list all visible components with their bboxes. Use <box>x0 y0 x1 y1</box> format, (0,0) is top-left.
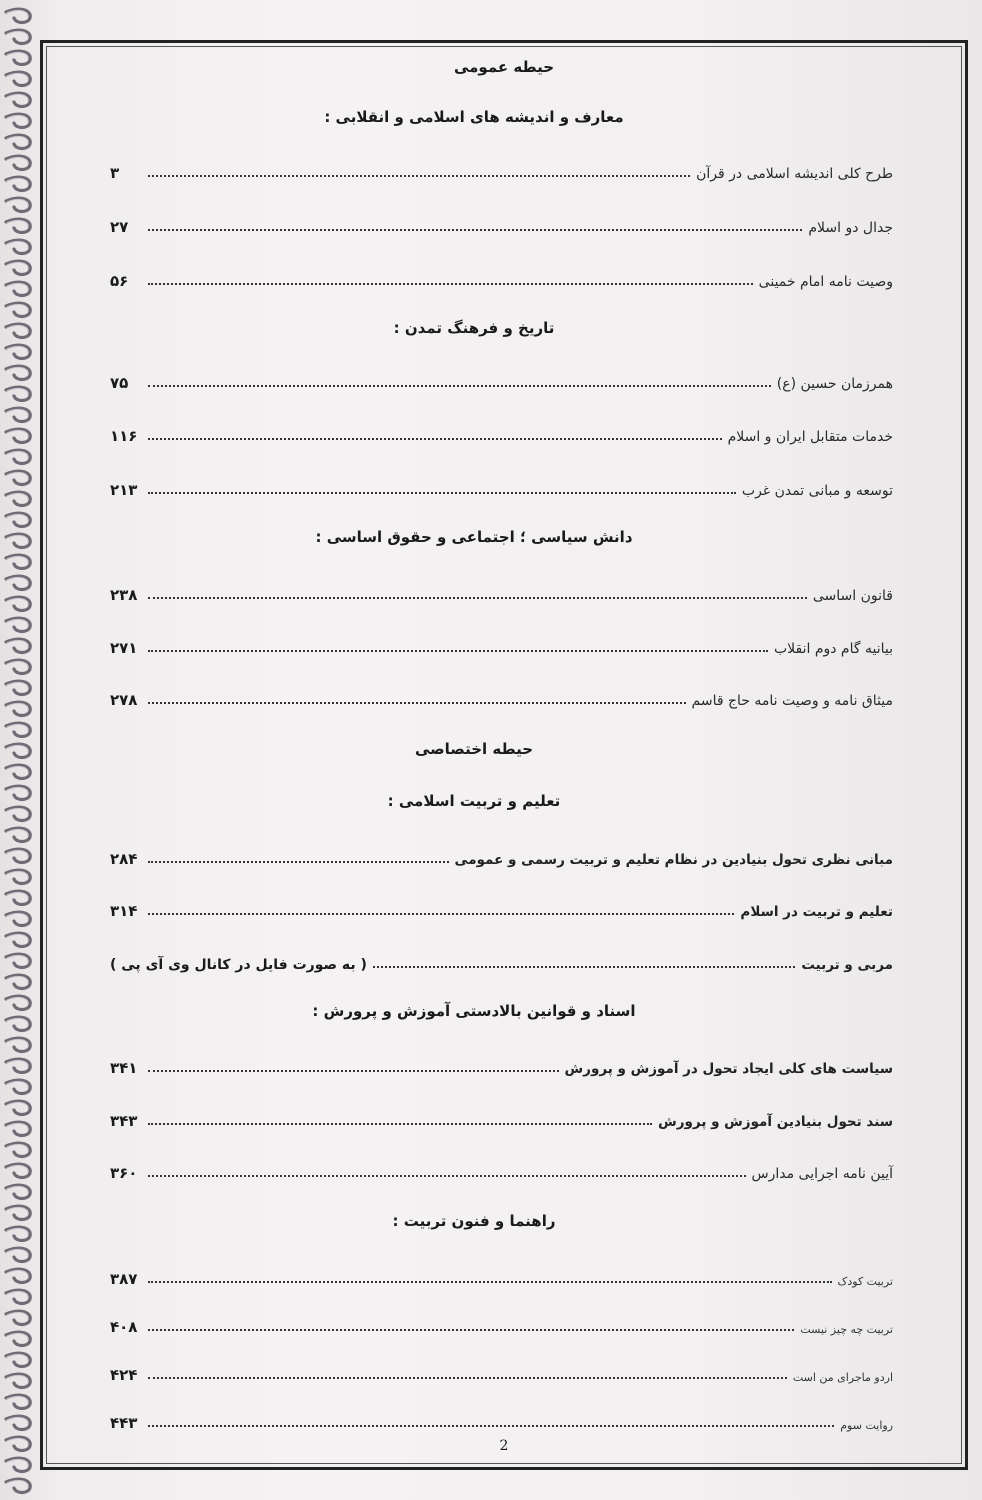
toc-entry <box>110 368 893 392</box>
entry-page: ۳۴۱ <box>110 1059 138 1077</box>
spiral-coil <box>6 1416 30 1429</box>
spiral-coil <box>6 1374 30 1387</box>
entry-title: بیانیه گام دوم انقلاب <box>773 641 893 657</box>
entry-title: مبانی نظری تحول بنیادین در نظام تعلیم و تربیت رسمی و عمومی <box>454 852 893 868</box>
spiral-coil <box>6 912 30 925</box>
spiral-coil <box>6 513 30 526</box>
spiral-coil <box>6 51 30 64</box>
spiral-coil <box>6 975 30 988</box>
spiral-coil <box>6 1143 30 1156</box>
spiral-coil <box>6 618 30 631</box>
spiral-coil <box>6 744 30 757</box>
spiral-coil <box>6 114 30 127</box>
leader-dots <box>148 1281 832 1283</box>
spiral-coil <box>6 429 30 442</box>
leader-dots <box>148 1070 559 1072</box>
spiral-coil <box>6 1437 30 1450</box>
toc-entry <box>110 158 893 182</box>
entry-title: اردو ماجرای من است <box>792 1371 893 1384</box>
spiral-coil <box>6 534 30 547</box>
spiral-coil <box>6 555 30 568</box>
entry-title: خدمات متقابل ایران و اسلام <box>727 429 893 445</box>
entry-page: ۲۱۳ <box>110 481 138 499</box>
spiral-coil <box>6 198 30 211</box>
spiral-coil <box>6 408 30 421</box>
leader-dots <box>148 702 686 704</box>
toc-entry <box>110 1312 893 1336</box>
entry-page: ۳۴۳ <box>110 1112 138 1130</box>
entry-title: میثاق نامه و وصیت نامه حاج قاسم <box>691 693 893 709</box>
toc-entry <box>110 633 893 657</box>
spiral-coil <box>6 1206 30 1219</box>
spiral-coil <box>6 9 30 22</box>
spiral-coil <box>6 93 30 106</box>
spiral-coil <box>6 366 30 379</box>
spiral-coil <box>6 240 30 253</box>
spiral-coil <box>6 471 30 484</box>
spiral-coil <box>6 219 30 232</box>
spiral-coil <box>6 1164 30 1177</box>
spiral-coil <box>6 450 30 463</box>
entry-page: ۷۵ <box>110 374 129 392</box>
entry-title: قانون اساسی <box>812 588 893 604</box>
toc-entry <box>110 475 893 499</box>
spiral-coil <box>6 933 30 946</box>
spiral-coil <box>6 156 30 169</box>
entry-page: ۴۰۸ <box>110 1318 138 1336</box>
spiral-coil <box>6 1080 30 1093</box>
entry-title: وصیت نامه امام خمینی <box>758 274 893 290</box>
leader-dots <box>148 1175 746 1177</box>
leader-dots <box>148 1377 787 1379</box>
spiral-coil <box>6 282 30 295</box>
entry-title: تعلیم و تربیت در اسلام <box>740 904 893 920</box>
entry-title: سیاست های کلی ایجاد تحول در آموزش و پرورش <box>564 1061 893 1077</box>
toc-entry <box>110 1106 893 1130</box>
spiral-coil <box>6 1353 30 1366</box>
spiral-coil <box>6 72 30 85</box>
spiral-coil <box>6 1101 30 1114</box>
entry-page: ۲۳۸ <box>110 586 138 604</box>
spiral-coil <box>6 1227 30 1240</box>
toc-entry <box>110 212 893 236</box>
table-of-contents <box>40 40 968 1470</box>
section-heading: راهنما و فنون تربیت : <box>392 1212 556 1230</box>
main-heading: حیطه عمومی <box>453 58 555 76</box>
spiral-coil <box>6 807 30 820</box>
entry-title: روایت سوم <box>840 1419 893 1432</box>
section-heading: دانش سیاسی ؛ اجتماعی و حقوق اساسی : <box>315 528 633 546</box>
section-heading: تاریخ و فرهنگ تمدن : <box>393 319 555 337</box>
spiral-coil <box>6 576 30 589</box>
spiral-coil <box>6 1479 30 1492</box>
spiral-coil <box>6 891 30 904</box>
toc-entry <box>110 1360 893 1384</box>
leader-dots <box>148 175 690 177</box>
spiral-coil <box>6 996 30 1009</box>
leader-dots <box>148 385 771 387</box>
page-number: 2 <box>499 1438 509 1454</box>
section-heading: معارف و اندیشه های اسلامی و انقلابی : <box>324 108 624 126</box>
spiral-coil <box>6 828 30 841</box>
special-heading: حیطه اختصاصی <box>414 740 534 758</box>
spiral-coil <box>6 870 30 883</box>
leader-dots <box>148 913 734 915</box>
spiral-coil <box>6 597 30 610</box>
entry-page: ۴۴۳ <box>110 1414 138 1432</box>
entry-page: ۵۶ <box>110 272 129 290</box>
spiral-coil <box>6 1185 30 1198</box>
leader-dots <box>148 861 449 863</box>
spiral-coil <box>6 723 30 736</box>
spiral-coil <box>6 1059 30 1072</box>
toc-entry <box>110 685 893 709</box>
spiral-coil <box>6 135 30 148</box>
entry-title: همرزمان حسین (ع) <box>776 376 893 392</box>
entry-page: ۲۷ <box>110 218 129 236</box>
leader-dots <box>148 283 753 285</box>
toc-entry <box>110 266 893 290</box>
spiral-coil <box>6 1311 30 1324</box>
entry-page: ۱۱۶ <box>110 427 138 445</box>
spiral-coil <box>6 1290 30 1303</box>
entry-title: طرح کلی اندیشه اسلامی در قرآن <box>696 166 893 182</box>
entry-page: ۲۷۱ <box>110 639 138 657</box>
spiral-coil <box>6 1332 30 1345</box>
spiral-coil <box>6 1017 30 1030</box>
leader-dots <box>148 229 802 231</box>
spiral-coil <box>6 702 30 715</box>
entry-title: سند تحول بنیادین آموزش و پرورش <box>658 1114 893 1130</box>
spiral-binding <box>0 0 40 1500</box>
spiral-coil <box>6 492 30 505</box>
section-heading: اسناد و قوانین بالادستی آموزش و پرورش : <box>312 1002 636 1020</box>
entry-title: تربیت چه چیز نیست <box>800 1323 893 1336</box>
entry-title: تربیت کودک <box>837 1275 893 1288</box>
spiral-coil <box>6 30 30 43</box>
leader-dots <box>148 597 807 599</box>
spiral-coil <box>6 387 30 400</box>
entry-page: ۳ <box>110 164 120 182</box>
entry-title: جدال دو اسلام <box>808 220 893 236</box>
toc-entry <box>110 1408 893 1432</box>
toc-entry <box>110 844 893 868</box>
entry-page: ۲۷۸ <box>110 691 138 709</box>
leader-dots <box>148 1425 834 1427</box>
entry-title: آیین نامه اجرایی مدارس <box>751 1166 893 1182</box>
toc-entry <box>110 580 893 604</box>
spiral-coil <box>6 261 30 274</box>
spiral-coil <box>6 849 30 862</box>
spiral-coil <box>6 303 30 316</box>
toc-entry <box>110 1264 893 1288</box>
entry-page: ۳۶۰ <box>110 1164 138 1182</box>
spiral-coil <box>6 765 30 778</box>
spiral-coil <box>6 954 30 967</box>
leader-dots <box>373 966 795 968</box>
toc-entry <box>110 1053 893 1077</box>
spiral-coil <box>6 639 30 652</box>
entry-page: ۳۸۷ <box>110 1270 138 1288</box>
entry-page: ۴۲۴ <box>110 1366 138 1384</box>
spiral-coil <box>6 1458 30 1471</box>
leader-dots <box>148 1329 794 1331</box>
entry-note: ( به صورت فایل در کانال وی آی پی ) <box>110 957 367 973</box>
leader-dots <box>148 1123 652 1125</box>
spiral-coil <box>6 1122 30 1135</box>
entry-page: ۳۱۴ <box>110 902 138 920</box>
spiral-coil <box>6 1395 30 1408</box>
leader-dots <box>148 492 736 494</box>
toc-entry <box>110 949 893 973</box>
entry-title: توسعه و مبانی تمدن غرب <box>741 483 893 499</box>
spiral-coil <box>6 660 30 673</box>
leader-dots <box>148 438 722 440</box>
toc-entry <box>110 421 893 445</box>
spiral-coil <box>6 786 30 799</box>
leader-dots <box>148 650 768 652</box>
toc-entry <box>110 1158 893 1182</box>
spiral-coil <box>6 345 30 358</box>
spiral-coil <box>6 177 30 190</box>
spiral-coil <box>6 1038 30 1051</box>
spiral-coil <box>6 1269 30 1282</box>
toc-entry <box>110 896 893 920</box>
spiral-coil <box>6 1248 30 1261</box>
section-heading: تعلیم و تربیت اسلامی : <box>387 792 561 810</box>
entry-page: ۲۸۴ <box>110 850 138 868</box>
spiral-coil <box>6 324 30 337</box>
entry-title: مربی و تربیت <box>801 957 893 973</box>
spiral-coil <box>6 681 30 694</box>
